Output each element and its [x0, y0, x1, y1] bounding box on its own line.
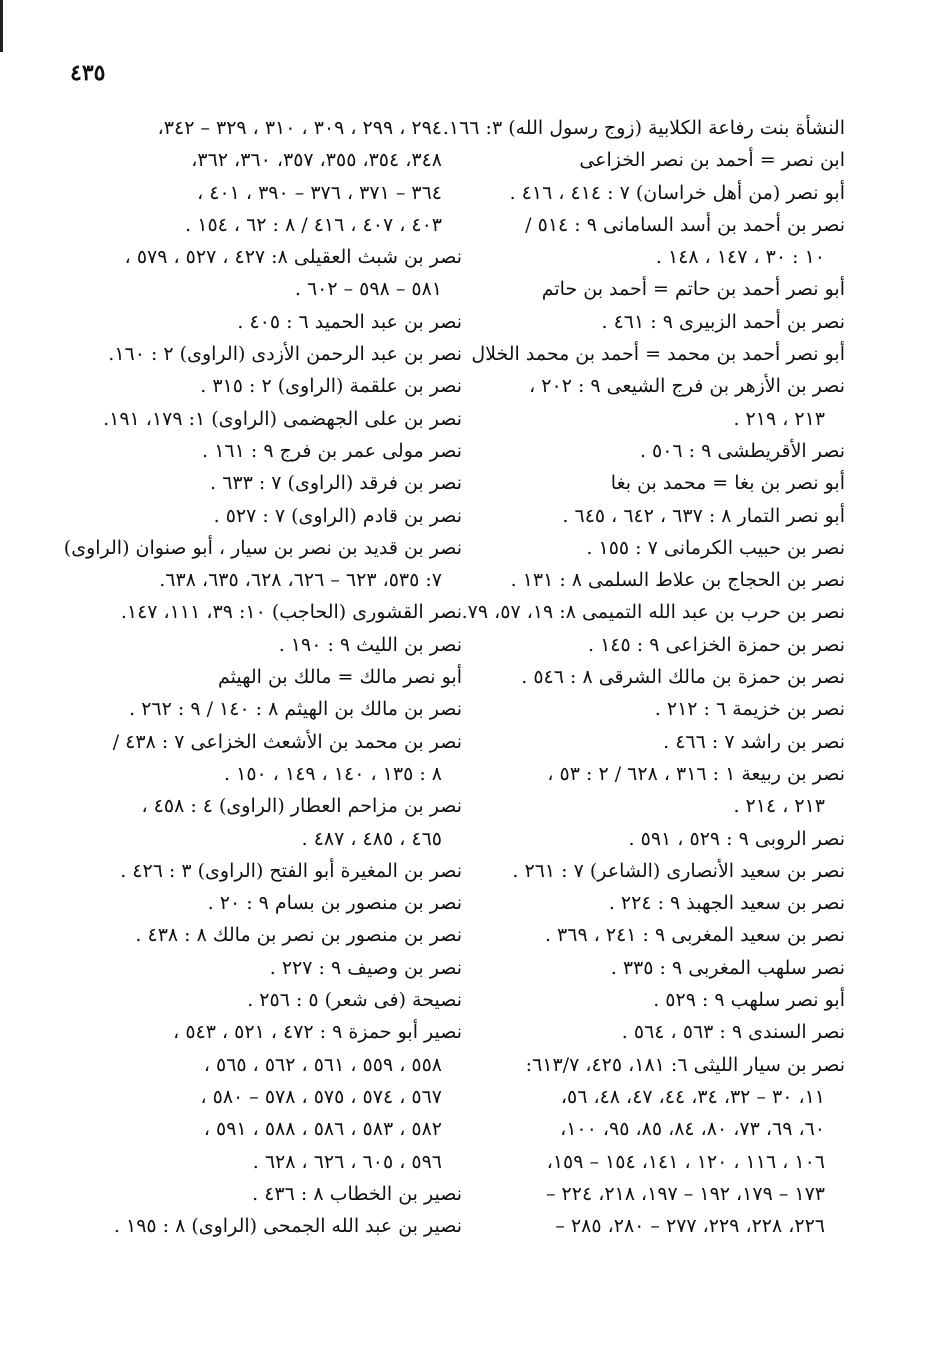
index-entry: نصر بن منصور بن بسام ٩ : ٢٠ .	[207, 892, 462, 915]
index-entry: نصير بن الخطاب ٨ : ٤٣٦ .	[252, 1182, 462, 1205]
index-entry-continuation: ٤٠٣ ، ٤٠٧ ، ٤١٦ / ٨ : ٦٢ ، ١٥٤ .	[185, 213, 442, 236]
index-entry: نصر بن الحجاج بن علاط السلمى ٨ : ١٣١ .	[510, 569, 845, 592]
index-entry: نصر بن على الجهضمى (الراوى) ١: ١٧٩، ١٩١.	[103, 407, 462, 430]
index-entry: نصر بن وصيف ٩ : ٢٢٧ .	[269, 956, 462, 979]
index-entry: نصر بن سيار الليثى ٦: ١٨١، ٤٢٥، ٦١٣/٧:	[525, 1053, 845, 1076]
index-entry: نصر بن خزيمة ٦ : ٢١٢ .	[654, 698, 845, 721]
index-entry-continuation: ٣٤٨، ٣٥٤، ٣٥٥، ٣٥٧، ٣٦٠، ٣٦٢،	[191, 149, 442, 172]
index-entry: النشأة بنت رفاعة الكلابية (زوج رسول الله) ٣: ١٦٦.	[442, 117, 845, 139]
index-entry: أبو نصر (من أهل خراسان) ٧ : ٤١٤ ، ٤١٦ .	[509, 181, 845, 204]
index-entry: نصر بن مزاحم العطار (الراوى) ٤ : ٤٥٨ ،	[141, 795, 462, 818]
index-entry: أبو نصر سلهب ٩ : ٥٢٩ .	[653, 989, 845, 1012]
index-entry-continuation: ٢٢٦، ٢٢٨، ٢٢٩، ٢٧٧ – ٢٨٠، ٢٨٥ –	[555, 1215, 825, 1238]
index-entry: نصر بن منصور بن نصر بن مالك ٨ : ٤٣٨ .	[135, 924, 462, 947]
index-entry: نصر بن راشد ٧ : ٤٦٦ .	[663, 730, 845, 753]
index-entry: نصر السندى ٩ : ٥٦٣ ، ٥٦٤ .	[621, 1021, 845, 1044]
index-entry-continuation: ٦٠، ٦٩، ٧٣، ٨٠، ٨٤، ٨٥، ٩٥، ١٠٠،	[560, 1118, 825, 1141]
scan-edge-mark	[0, 0, 3, 52]
index-entry: نصر سلهب المغربى ٩ : ٣٣٥ .	[610, 956, 845, 979]
index-entry-continuation: ٢٩٤ ، ٢٩٩ ، ٣٠٩ ، ٣١٠ ، ٣٢٩ – ٣٤٢،	[157, 117, 442, 139]
index-entry: نصر بن ربيعة ١ : ٣١٦ ، ٦٢٨ / ٢ : ٥٣ ،	[547, 762, 845, 785]
index-entry-continuation: ١٠٦ ، ١١٦ ، ١٢٠ ، ١٤١، ١٥٤ – ١٥٩،	[546, 1150, 825, 1173]
index-entry: نصر بن مالك بن الهيثم ٨ : ١٤٠ / ٩ : ٢٦٢ .	[129, 698, 462, 721]
index-entry: نصر بن حبيب الكرمانى ٧ : ١٥٥ .	[586, 536, 845, 559]
index-entry: نصر بن عبد الحميد ٦ : ٤٠٥ .	[237, 310, 462, 333]
index-entry-continuation: ٢١٣ ، ٢١٤ .	[733, 795, 825, 818]
index-entry-continuation: ٥٨١ – ٥٩٨ – ٦٠٢ .	[294, 278, 442, 301]
index-entry: نصر بن سعيد الأنصارى (الشاعر) ٧ : ٢٦١ .	[512, 859, 845, 882]
index-entry-continuation: ٥٥٨ ، ٥٥٩ ، ٥٦١ ، ٥٦٢ ، ٥٦٥ ،	[203, 1053, 442, 1076]
index-entry-continuation: ٤٦٥ ، ٤٨٥ ، ٤٨٧ .	[301, 827, 442, 850]
index-entry: أبو نصر أحمد بن محمد = أحمد بن محمد الخلال	[471, 343, 845, 366]
index-entry: أبو نصر مالك = مالك بن الهيثم	[217, 666, 462, 689]
index-entry: نصر بن الأزهر بن فرج الشيعى ٩ : ٢٠٢ ،	[529, 375, 845, 398]
index-entry: أبو نصر التمار ٨ : ٦٣٧ ، ٦٤٢ ، ٦٤٥ .	[562, 504, 845, 527]
page-number: ٤٣٥	[70, 60, 106, 86]
index-entry-continuation: ٥٦٧ ، ٥٧٤ ، ٥٧٥ ، ٥٧٨ – ٥٨٠ ،	[200, 1085, 442, 1108]
index-entry-continuation: ٥٨٢ ، ٥٨٣ ، ٥٨٦ ، ٥٨٨ ، ٥٩١ ،	[203, 1118, 442, 1141]
index-entry: نصر بن حمزة الخزاعى ٩ : ١٤٥ .	[587, 633, 845, 656]
index-entry: نصر بن قادم (الراوى) ٧ : ٥٢٧ .	[213, 504, 462, 527]
index-column-left	[63, 112, 462, 1242]
index-entry-continuation: ٨ : ١٣٥ ، ١٤٠ ، ١٤٩ ، ١٥٠ .	[224, 762, 442, 785]
index-entry: نصر بن سعيد الجهبذ ٩ : ٢٢٤ .	[608, 892, 845, 915]
index-entry: نصر بن أحمد الزبيرى ٩ : ٤٦١ .	[601, 310, 845, 333]
index-entry: نصر بن الليث ٩ : ١٩٠ .	[278, 633, 462, 656]
index-entry: ابن نصر = أحمد بن نصر الخزاعى	[579, 149, 845, 172]
index-entry: أبو نصر بن بغا = محمد بن بغا	[610, 472, 845, 495]
index-entry: أبو نصر أحمد بن حاتم = أحمد بن حاتم	[541, 278, 845, 301]
index-entry: نصير أبو حمزة ٩ : ٤٧٢ ، ٥٢١ ، ٥٤٣ ،	[173, 1021, 462, 1044]
index-entry: نصر بن المغيرة أبو الفتح (الراوى) ٣ : ٤٢٦ .	[120, 859, 462, 882]
index-entry: نصر بن شبث العقيلى ٨: ٤٢٧ ، ٥٢٧ ، ٥٧٩ ،	[124, 246, 462, 269]
index-entry: نصر بن فرقد (الراوى) ٧ : ٦٣٣ .	[210, 472, 462, 495]
index-entry-continuation: ٥٩٦ ، ٦٠٥ ، ٦٢٦ ، ٦٢٨ .	[252, 1150, 442, 1173]
index-entry-continuation: ١٧٣ – ١٧٩، ١٩٢ – ١٩٧، ٢١٨، ٢٢٤ –	[546, 1182, 825, 1205]
index-entry: نصر بن حرب بن عبد الله التميمى ٨: ١٩، ٥٧، ٧٩.	[461, 601, 845, 624]
index-entry-continuation: ٣٦٤ – ٣٧١ ، ٣٧٦ – ٣٩٠ ، ٤٠١ ،	[197, 181, 442, 204]
index-entry: نصر القشورى (الحاجب) ١٠: ٣٩، ١١١، ١٤٧.	[120, 601, 462, 624]
index-entry: نصر الأقريطشى ٩ : ٥٠٦ .	[639, 439, 845, 462]
index-entry: نصر بن حمزة بن مالك الشرقى ٨ : ٥٤٦ .	[521, 666, 845, 689]
index-entry: نصيحة (فى شعر) ٥ : ٢٥٦ .	[247, 989, 462, 1012]
index-entry: نصير بن عبد الله الجمحى (الراوى) ٨ : ١٩٥ .	[113, 1215, 462, 1238]
index-entry: نصر بن علقمة (الراوى) ٢ : ٣١٥ .	[200, 375, 462, 398]
index-entry: نصر بن سعيد المغربى ٩ : ٢٤١ ، ٣٦٩ .	[544, 924, 845, 947]
index-entry: نصر مولى عمر بن فرج ٩ : ١٦١ .	[202, 439, 462, 462]
index-entry-continuation: ٢١٣ ، ٢١٩ .	[733, 407, 825, 430]
index-entry: نصر بن عبد الرحمن الأزدى (الراوى) ٢ : ١٦٠.	[108, 343, 462, 366]
index-entry-continuation: ١٠ : ٣٠ ، ١٤٧ ، ١٤٨ .	[655, 246, 825, 269]
index-entry-continuation: ٧: ٥٣٥، ٦٢٣ – ٦٢٦، ٦٢٨، ٦٣٥، ٦٣٨.	[159, 569, 442, 592]
index-entry: نصر بن محمد بن الأشعث الخزاعى ٧ : ٤٣٨ /	[112, 730, 462, 753]
index-entry: نصر الروبى ٩ : ٥٢٩ ، ٥٩١ .	[628, 827, 845, 850]
index-column-right	[442, 112, 845, 1242]
index-entry: نصر بن قديد بن نصر بن سيار ، أبو صنوان (الراوى)	[63, 536, 462, 559]
index-entry: نصر بن أحمد بن أسد السامانى ٩ : ٥١٤ /	[525, 213, 845, 236]
index-entry-continuation: ١١، ٣٠ – ٣٢، ٣٤، ٤٤، ٤٧، ٤٨، ٥٦،	[560, 1085, 825, 1108]
